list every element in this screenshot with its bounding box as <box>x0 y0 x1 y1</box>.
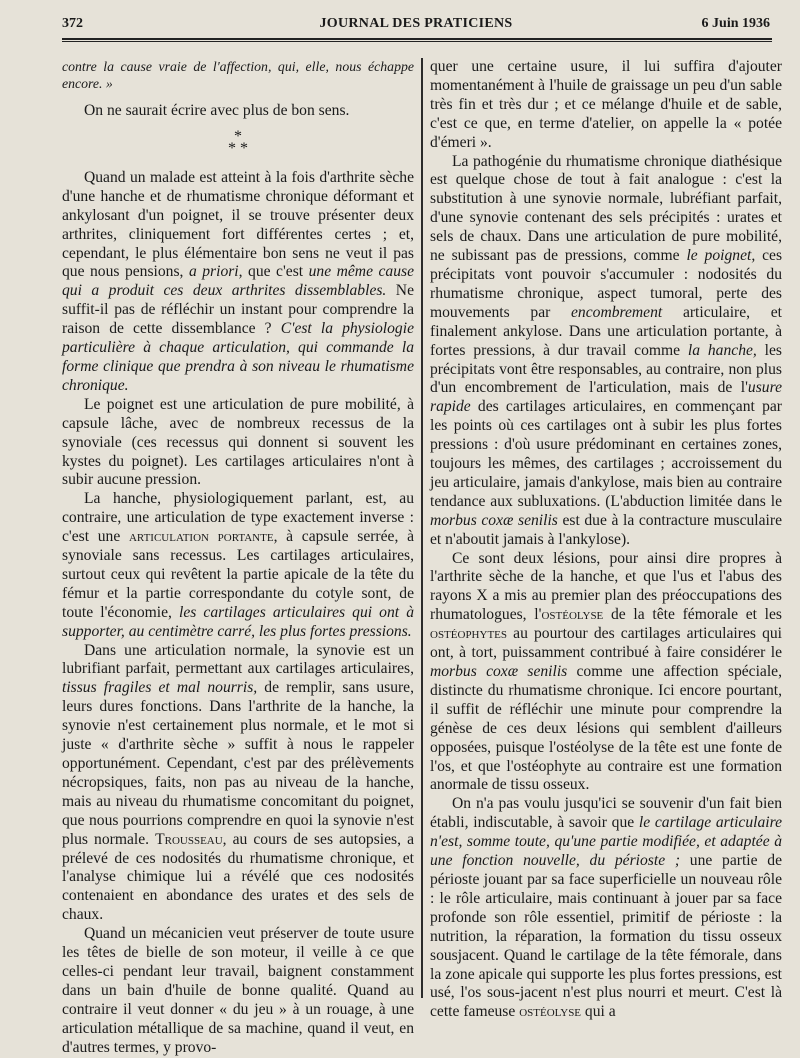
page-number: 372 <box>62 16 83 31</box>
section-separator: * * * <box>228 127 248 157</box>
header-rule <box>62 38 772 40</box>
page-header <box>62 16 770 38</box>
column-separator <box>421 58 423 998</box>
issue-date: 6 Juin 1936 <box>701 16 770 31</box>
paragraph: Le poignet est une articulation de pure mobilité, à capsule lâche, avec de nombreux recessus de la synoviale (ces recessus qui donnent si souvent les kystes du poignet). Les cartilages articulaires n'ont à subir aucune pression. <box>62 395 414 489</box>
paragraph: On n'a pas voulu jusqu'ici se souvenir d'un fait bien établi, indiscutable, à savoir que le cartilage articulaire n'est, somme toute, qu'une partie modifiée, et adaptée à une fonction nouvelle, du périoste ; une partie de périoste jouant par sa face superficielle un nouveau rôle : le rôle articulaire, mais continuant à jouer par sa face profonde son rôle essentiel, primitif de périoste : la nutrition, la réparation, la formation du tissu osseux sousjacent. Quand le cartilage de la tête fémorale, dans la zone apicale qui supporte les plus fortes pressions, est usé, l'os sous-jacent n'est plus nourri et meurt. C'est là cette fameuse ostéolyse qui a <box>430 795 782 1021</box>
paragraph: Dans une articulation normale, la synovie est un lubrifiant parfait, permettant aux cartilages articulaires, tissus fragiles et mal nourris, de remplir, sans usure, leurs dures fonctions. Dans l'arthrite de la hanche, la synovie n'est certainement plus normale, et le mot si juste « d'arthrite sèche » suffit à nous le rappeler opportunément. Cependant, c'est par des prélèvements nécropsiques, faits, non pas au niveau de la hanche, mais au niveau du rhumatisme concomitant du poignet, que nous pourrions comprendre en quoi la synovie n'est plus normale. Trousseau, au cours de ses autopsies, a prélevé de ces nodosités du rhumatisme chronique, et l'analyse chimique lui a révélé que ces nodosités contenaient en abondance des urates et des sels de chaux. <box>62 641 414 924</box>
quote-end: contre la cause vraie de l'affection, qui, elle, nous échappe encore. » <box>62 59 414 91</box>
paragraph: Quand un malade est atteint à la fois d'arthrite sèche d'une hanche et de rhumatisme chronique déformant et ankylosant d'un poignet, il se trouve présenter deux arthrites, cliniquement fort différentes certes ; et, cependant, le plus élémentaire bon sens ne veut il pas que nous pensions, a priori, que c'est une même cause qui a produit ces deux arthrites dissemblables. Ne suffit-il pas de réfléchir un instant pour comprendre la raison de cette dissemblance ? C'est la physiologie particulière à chaque articulation, qui commande la forme clinique que prendra à son niveau le rhumatisme chronique. <box>62 168 414 394</box>
header-rule-thin <box>62 41 772 42</box>
paragraph: Quand un mécanicien veut préserver de toute usure les têtes de bielle de son moteur, il veille à ce que celles-ci pendant leur travail, baignent constamment dans un bain d'huile de bonne qualité. Quand au contraire il veut donner « du jeu » à un rouage, à une articulation métallique de sa machine, quand il veut, en d'autres termes, y provo- <box>62 925 414 1056</box>
journal-title: JOURNAL DES PRATICIENS <box>319 16 513 31</box>
right-column <box>430 58 782 1022</box>
paragraph: La hanche, physiologiquement parlant, est, au contraire, une articulation de type exactement inverse : c'est une articulation portante, à capsule serrée, à synoviale sans recessus. Les cartilages articulaires, surtout ceux qui revêtent la partie apicale de la tête du fémur et la partie correspondante du cotyle sont, de toute l'économie, les cartilages articulaires qui ont à supporter, au centimètre carré, les plus fortes pressions. <box>62 490 414 640</box>
paragraph: quer une certaine usure, il lui suffira d'ajouter momentanément à l'huile de graissage un peu d'un sable très fin et très dur ; et ce mélange d'huile et de sable, c'est ce que, en terme d'atelier, on appelle la « potée d'émeri ». <box>430 58 782 151</box>
left-column <box>62 58 414 1058</box>
paragraph-bon-sens: On ne saurait écrire avec plus de bon sens. <box>84 102 350 119</box>
paragraph: Ce sont deux lésions, pour ainsi dire propres à l'arthrite sèche de la hanche, et que l'us et l'abus des rayons X a mis au premier plan des préoccupations des rhumatologues, l'ostéolyse de la tête fémorale et les ostéophytes au pourtour des cartilages articulaires qui ont, à tort, puissamment contribué à faire considérer le morbus coxæ senilis comme une affection spéciale, distincte du rhumatisme chronique. Ici encore pourtant, il suffit de réfléchir une minute pour comprendre la génèse de ces deux lésions qui semblent d'ailleurs opposées, puisque l'ostéolyse de la tête est une fonte de l'os, et que l'ostéophyte au contraire est une formation anormale de tissu osseux. <box>430 549 782 794</box>
paragraph: La pathogénie du rhumatisme chronique diathésique est quelque chose de tout à fait analogue : c'est la substitution à une synovie normale, lubréfiant parfait, d'une synovie contenant des sels précipités : urates et sels de chaux. Dans une articulation de pure mobilité, ne subissant pas de pressions, comme le poignet, ces précipitats vont pouvoir s'accumuler : nodosités du rhumatisme chronique, aspect tumoral, perte des mouvements par encombrement articulaire, et finalement ankylose. Dans une articulation portante, à fortes pressions, à dur travail comme la hanche, les précipitats vont être responsables, au contraire, non plus d'un encombrement de l'articulation, mais de l'usure rapide des cartilages articulaires, en commençant par les points où ces cartilages ont à subir les plus fortes pressions : d'où usure prédominant en certaines zones, toujours les mêmes, des cartilages ; accroissement du jeu articulaire, jamais d'ankylose, mais bien au contraire tendance aux subluxations. (L'abduction limitée dans le morbus coxæ senilis est due à la contracture musculaire et n'aboutit jamais à l'ankylose). <box>430 152 783 548</box>
